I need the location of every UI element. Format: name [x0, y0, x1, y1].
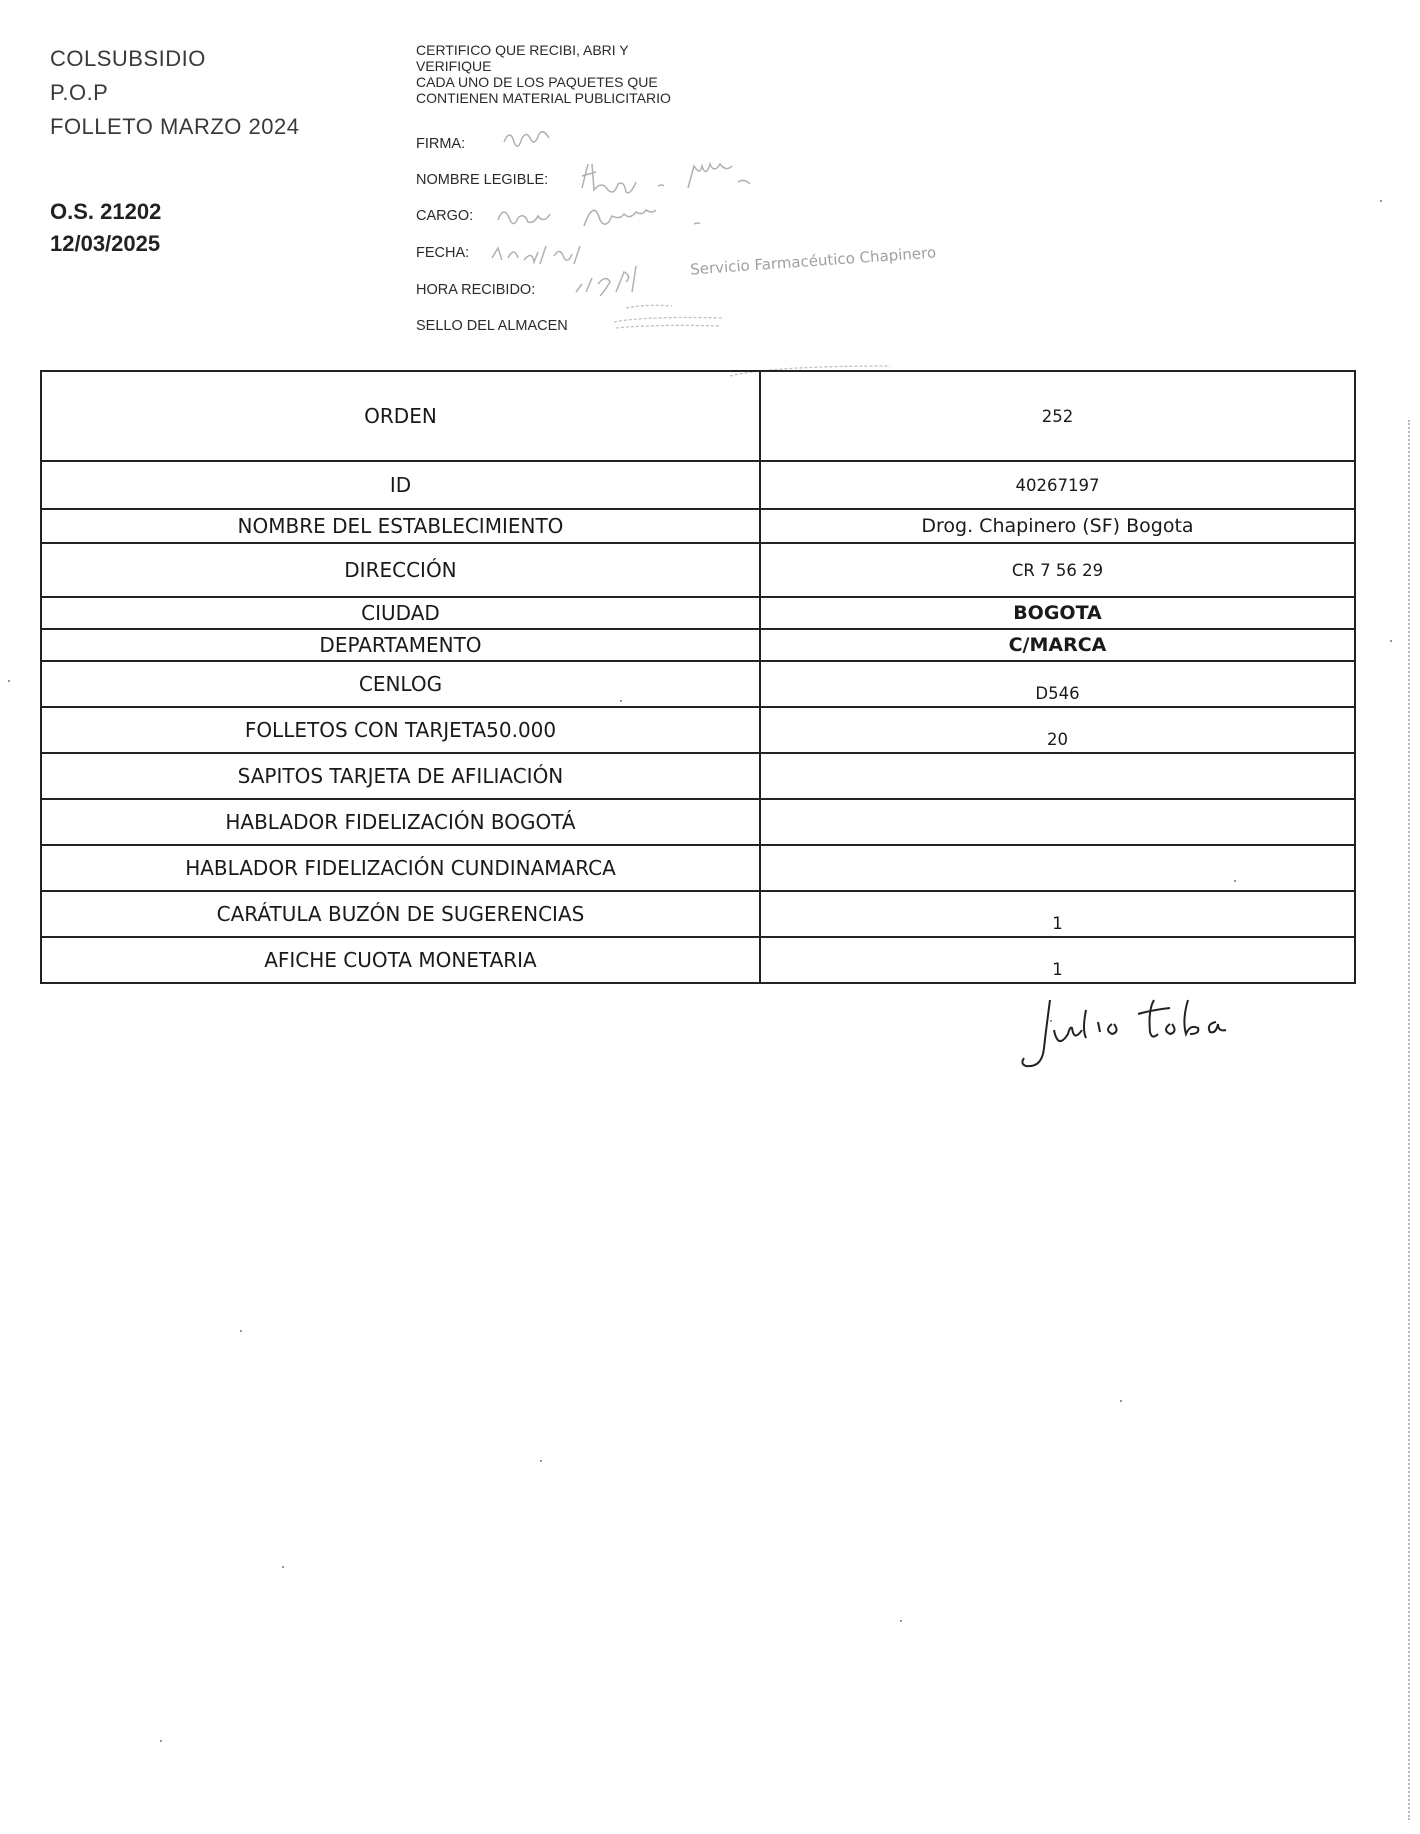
table-row	[41, 543, 1355, 597]
table-row	[41, 753, 1355, 799]
cargo-label: CARGO:	[416, 208, 474, 224]
material-table	[40, 370, 1356, 984]
table-row	[41, 937, 1355, 983]
row-label: DIRECCIÓN	[41, 543, 760, 597]
row-value: CR 7 56 29	[760, 543, 1355, 597]
row-value	[760, 799, 1355, 845]
order-info-block	[50, 196, 161, 260]
row-value: 252	[760, 371, 1355, 461]
scan-speck	[1120, 1400, 1122, 1402]
row-value: D546	[760, 661, 1355, 707]
scan-speck	[1390, 640, 1392, 642]
table-row	[41, 845, 1355, 891]
table-row	[41, 461, 1355, 509]
header-company-block	[50, 42, 299, 144]
row-label: CENLOG	[41, 661, 760, 707]
cert-line: VERIFIQUE	[416, 58, 492, 74]
row-label: DEPARTAMENTO	[41, 629, 760, 661]
row-label: HABLADOR FIDELIZACIÓN BOGOTÁ	[41, 799, 760, 845]
cert-line: CADA UNO DE LOS PAQUETES QUE	[416, 74, 658, 90]
row-label: ORDEN	[41, 371, 760, 461]
row-label: CARÁTULA BUZÓN DE SUGERENCIAS	[41, 891, 760, 937]
row-value: 1	[760, 891, 1355, 937]
nombre-legible-label: NOMBRE LEGIBLE:	[416, 172, 549, 188]
row-label: SAPITOS TARJETA DE AFILIACIÓN	[41, 753, 760, 799]
cert-line: CONTIENEN MATERIAL PUBLICITARIO	[416, 90, 671, 106]
scan-speck	[240, 1330, 242, 1332]
table-row	[41, 597, 1355, 629]
cert-line: CERTIFICO QUE RECIBI, ABRI Y	[416, 42, 629, 58]
row-value	[760, 753, 1355, 799]
row-value: C/MARCA	[760, 629, 1355, 661]
table-row	[41, 509, 1355, 543]
firma-label: FIRMA:	[416, 136, 466, 152]
row-value: 40267197	[760, 461, 1355, 509]
hora-recibido-label: HORA RECIBIDO:	[416, 282, 536, 298]
certification-text	[416, 42, 736, 106]
sello-almacen-label: SELLO DEL ALMACEN	[416, 318, 568, 334]
row-value: BOGOTA	[760, 597, 1355, 629]
table-row	[41, 371, 1355, 461]
row-value	[760, 845, 1355, 891]
scan-edge-line	[1408, 420, 1410, 1820]
row-label: HABLADOR FIDELIZACIÓN CUNDINAMARCA	[41, 845, 760, 891]
nombre-scribble	[578, 158, 768, 198]
row-label: CIUDAD	[41, 597, 760, 629]
pop-label: P.O.P	[50, 80, 109, 105]
row-label: NOMBRE DEL ESTABLECIMIENTO	[41, 509, 760, 543]
folleto-title: FOLLETO MARZO 2024	[50, 114, 300, 139]
scan-speck	[1234, 880, 1236, 882]
row-value: 20	[760, 707, 1355, 753]
handwritten-signature	[1020, 980, 1250, 1080]
scan-speck	[282, 1566, 284, 1568]
scan-speck	[160, 1740, 162, 1742]
row-value: 1	[760, 937, 1355, 983]
scan-speck	[1050, 1020, 1052, 1022]
scan-speck	[620, 700, 622, 702]
row-label: AFICHE CUOTA MONETARIA	[41, 937, 760, 983]
stamp-scribble	[606, 296, 736, 332]
order-number: O.S. 21202	[50, 199, 162, 224]
row-value: Drog. Chapinero (SF) Bogota	[760, 509, 1355, 543]
cargo-scribble	[494, 196, 734, 236]
table-row	[41, 629, 1355, 661]
store-stamp: Servicio Farmacéutico Chapinero	[689, 243, 937, 279]
firma-scribble	[500, 122, 560, 152]
table-row	[41, 799, 1355, 845]
row-label: FOLLETOS CON TARJETA50.000	[41, 707, 760, 753]
scan-speck	[8, 680, 10, 682]
table-row	[41, 707, 1355, 753]
table-row	[41, 891, 1355, 937]
company-name: COLSUBSIDIO	[50, 46, 206, 71]
order-date: 12/03/2025	[50, 231, 161, 256]
scan-speck	[900, 1620, 902, 1622]
fecha-label: FECHA:	[416, 245, 470, 261]
scan-speck	[540, 1460, 542, 1462]
scan-speck	[1380, 200, 1382, 202]
row-label: ID	[41, 461, 760, 509]
table-row	[41, 661, 1355, 707]
